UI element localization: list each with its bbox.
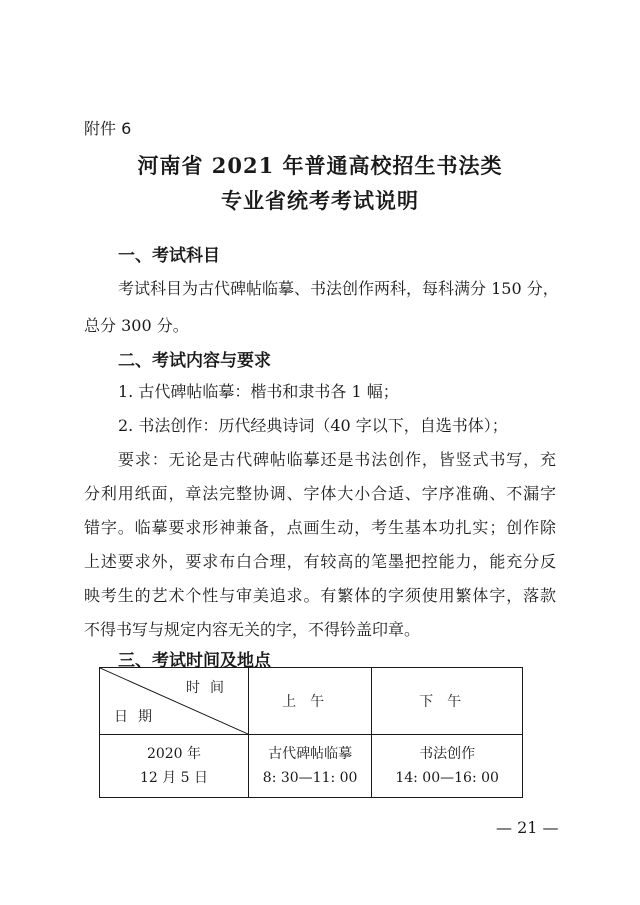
annex-label: 附件 6	[84, 119, 132, 138]
page-number: — 21 —	[496, 818, 559, 837]
corner-cell	[100, 668, 249, 735]
corner-date-label: 日期	[114, 709, 162, 725]
section1-line1: 考试科目为古代碑帖临摹、书法创作两科，每科满分 150 分，	[118, 279, 559, 298]
requirement-line: 映考生的艺术个性与审美追求。有繁体的字须使用繁体字，落款	[84, 586, 556, 605]
afternoon-cell	[372, 735, 523, 798]
section2-heading: 二、考试内容与要求	[118, 351, 271, 371]
table-header-row	[100, 668, 523, 735]
document-title-line1: 河南省 2021 年普通高校招生书法类	[137, 153, 503, 178]
exam-schedule-table	[99, 667, 523, 798]
document-title-line2: 专业省统考考试说明	[221, 188, 419, 213]
header-morning: 上午	[249, 668, 372, 735]
requirement-line: 上述要求外，要求布白合理，有较高的笔墨把控能力，能充分反	[84, 552, 556, 571]
afternoon-subject: 书法创作	[419, 746, 476, 762]
section1-line2: 总分 300 分。	[84, 316, 189, 335]
requirement-line: 不得书写与规定内容无关的字，不得钤盖印章。	[84, 620, 421, 639]
header-afternoon: 下午	[372, 668, 523, 735]
date-cell	[100, 735, 249, 798]
requirement-line: 要求：无论是古代碑帖临摹还是书法创作，皆竖式书写，充	[118, 450, 556, 469]
morning-time: 8: 30—11: 00	[262, 770, 358, 786]
section2-item1: 1. 古代碑帖临摹：楷书和隶书各 1 幅；	[118, 382, 399, 401]
section1-heading: 一、考试科目	[118, 246, 220, 266]
requirement-line: 错字。临摹要求形神兼备，点画生动，考生基本功扎实；创作除	[84, 518, 556, 537]
requirement-line: 分利用纸面，章法完整协调、字体大小合适、字序准确、不漏字	[84, 484, 556, 503]
section3-heading: 三、考试时间及地点	[118, 651, 271, 671]
corner-time-label: 时间	[186, 680, 234, 696]
date-year: 2020 年	[146, 746, 202, 762]
date-day: 12 月 5 日	[139, 770, 209, 786]
morning-cell	[249, 735, 372, 798]
table-row	[100, 735, 523, 798]
morning-subject: 古代碑帖临摹	[268, 746, 353, 762]
section2-item2: 2. 书法创作：历代经典诗词（40 字以下，自选书体）；	[118, 416, 508, 435]
afternoon-time: 14: 00—16: 00	[395, 770, 499, 786]
